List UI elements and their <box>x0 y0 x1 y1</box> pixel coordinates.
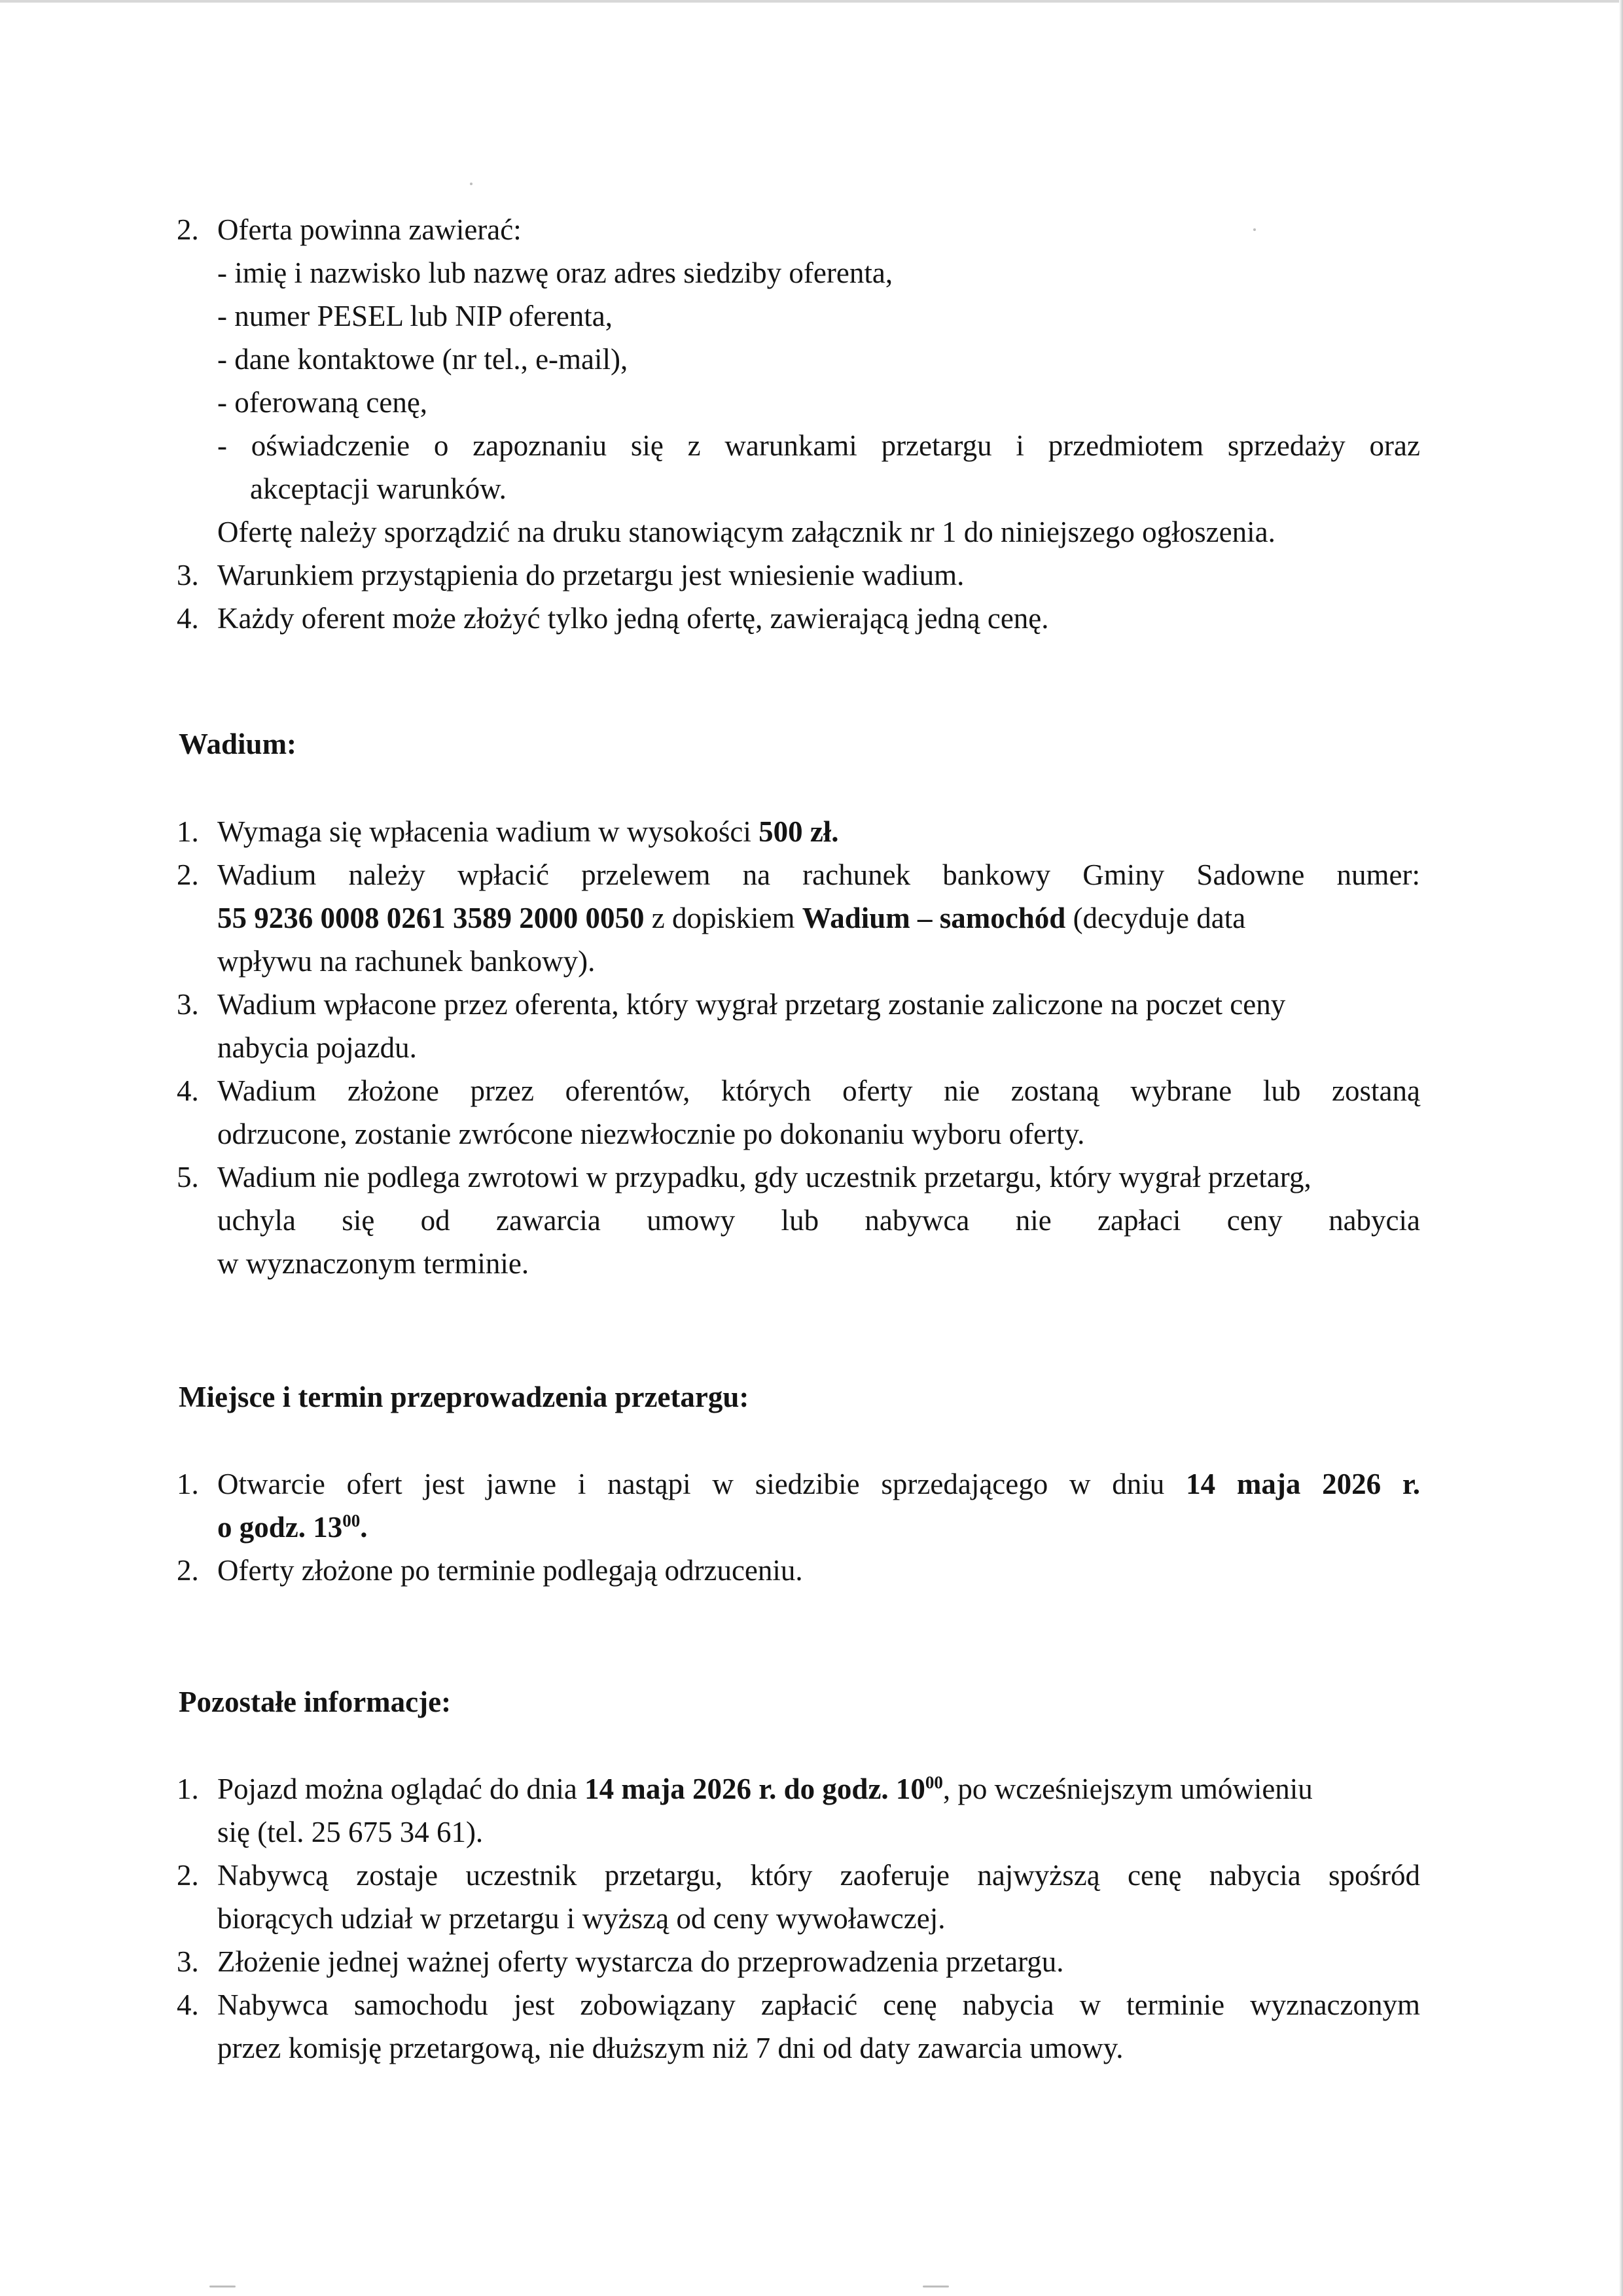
item-text: się (tel. 25 675 34 61). <box>217 1816 484 1848</box>
viewing-deadline: 14 maja 2026 r. do godz. 10 <box>584 1773 925 1805</box>
item-text: Wadium wpłacone przez oferenta, który wygrał przetarg zostanie zaliczone na poczet ceny <box>217 988 1286 1021</box>
bullet: - oświadczenie o zapoznaniu się z warunkami przetargu i przedmiotem sprzedaży oraz <box>217 429 1420 462</box>
item-text: uchyla się od zawarcia umowy lub nabywca nie zapłaci ceny nabycia <box>217 1204 1420 1237</box>
item-number: 3. <box>177 559 199 592</box>
list-item <box>177 1549 1420 1592</box>
item-text: w wyznaczonym terminie. <box>217 1247 529 1280</box>
place-time-list <box>177 1462 1420 1592</box>
bullet: - imię i nazwisko lub nazwę oraz adres siedziby oferenta, <box>217 256 893 289</box>
scan-edge-top <box>0 0 1623 3</box>
time-minutes: 00 <box>342 1511 361 1530</box>
item-text: Wymaga się wpłacenia wadium w wysokości <box>217 815 759 848</box>
item-number: 3. <box>177 1945 199 1978</box>
list-item <box>177 1069 1420 1156</box>
other-info-list <box>177 1767 1420 2070</box>
item-text: . <box>360 1511 368 1544</box>
item-number: 4. <box>177 1074 199 1107</box>
item-text: odrzucone, zostanie zwrócone niezwłocznie po dokonaniu wyboru oferty. <box>217 1118 1085 1150</box>
item-text: Wadium złożone przez oferentów, których oferty nie zostaną wybrane lub zostaną <box>217 1074 1420 1107</box>
item-text: Wadium nie podlega zwrotowi w przypadku, gdy uczestnik przetargu, który wygrał przetarg, <box>217 1161 1311 1193</box>
item-number: 4. <box>177 602 199 635</box>
item-number: 3. <box>177 988 199 1021</box>
item-number: 1. <box>177 1468 199 1500</box>
list-item <box>177 1767 1420 1854</box>
item-text: Oferty złożone po terminie podlegają odrzuceniu. <box>217 1554 803 1587</box>
item-text: Nabywca samochodu jest zobowiązany zapłacić cenę nabycia w terminie wyznaczonym <box>217 1988 1420 2021</box>
section-heading-wadium: Wadium: <box>179 728 297 760</box>
bullet: - numer PESEL lub NIP oferenta, <box>217 300 613 332</box>
item-text: Warunkiem przystąpienia do przetargu jest wniesienie wadium. <box>217 559 965 592</box>
item-text: Każdy oferent może złożyć tylko jedną ofertę, zawierającą jedną cenę. <box>217 602 1049 635</box>
list-item <box>177 1940 1420 1983</box>
item-number: 1. <box>177 815 199 848</box>
list-item <box>177 1854 1420 1940</box>
item-text: wpływu na rachunek bankowy). <box>217 945 596 978</box>
item-number: 2. <box>177 1554 199 1587</box>
form-note: Ofertę należy sporządzić na druku stanowiącym załącznik nr 1 do niniejszego ogłoszenia. <box>217 516 1275 548</box>
item-number: 2. <box>177 213 199 246</box>
bullet: - oferowaną cenę, <box>217 386 428 419</box>
item-text: z dopiskiem <box>644 902 802 934</box>
item-text: przez komisję przetargową, nie dłuższym niż 7 dni od daty zawarcia umowy. <box>217 2032 1124 2064</box>
item-text: Otwarcie ofert jest jawne i nastąpi w siedzibie sprzedającego w dniu <box>217 1468 1186 1500</box>
item-number: 1. <box>177 1773 199 1805</box>
item-number: 2. <box>177 1859 199 1892</box>
opening-date: 14 maja 2026 r. <box>1186 1468 1420 1500</box>
list-item <box>177 1462 1420 1549</box>
item-text: Nabywcą zostaje uczestnik przetargu, który zaoferuje najwyższą cenę nabycia spośród <box>217 1859 1420 1892</box>
section-heading-other: Pozostałe informacje: <box>179 1686 452 1718</box>
item-text: Pojazd można oglądać do dnia <box>217 1773 585 1805</box>
time-minutes: 00 <box>925 1773 943 1792</box>
item-text: Złożenie jednej ważnej oferty wystarcza do przeprowadzenia przetargu. <box>217 1945 1064 1978</box>
section-heading-place-time: Miejsce i termin przeprowadzenia przetargu: <box>179 1381 749 1413</box>
offer-requirements <box>177 208 1420 640</box>
list-item <box>177 554 1420 597</box>
item-text: , po wcześniejszym umówieniu <box>942 1773 1313 1805</box>
item-text: (decyduje data <box>1065 902 1246 934</box>
scan-speck <box>209 2286 236 2287</box>
transfer-title: Wadium – samochód <box>802 902 1066 934</box>
item-number: 5. <box>177 1161 199 1193</box>
item-text: nabycia pojazdu. <box>217 1031 417 1064</box>
bullet: - dane kontaktowe (nr tel., e-mail), <box>217 343 628 376</box>
list-item <box>177 597 1420 640</box>
bank-account-number: 55 9236 0008 0261 3589 2000 0050 <box>217 902 645 934</box>
item-number: 4. <box>177 1988 199 2021</box>
list-item <box>177 208 1420 251</box>
item-number: 2. <box>177 858 199 891</box>
item-text: Oferta powinna zawierać: <box>217 213 522 246</box>
bullet-continuation: akceptacji warunków. <box>250 472 507 505</box>
scan-speck <box>470 183 473 185</box>
wadium-amount: 500 zł. <box>758 815 839 848</box>
list-item <box>177 853 1420 983</box>
scan-speck <box>923 2286 949 2287</box>
list-item <box>177 1983 1420 2070</box>
item-text: Wadium należy wpłacić przelewem na rachunek bankowy Gminy Sadowne numer: <box>217 858 1420 891</box>
list-item <box>177 983 1420 1069</box>
list-item <box>177 810 1420 853</box>
opening-time: o godz. 13 <box>217 1511 343 1544</box>
scan-edge-right <box>1619 0 1623 2296</box>
item-text: biorących udział w przetargu i wyższą od ceny wywoławczej. <box>217 1902 946 1935</box>
list-item <box>177 1156 1420 1285</box>
wadium-list <box>177 810 1420 1285</box>
